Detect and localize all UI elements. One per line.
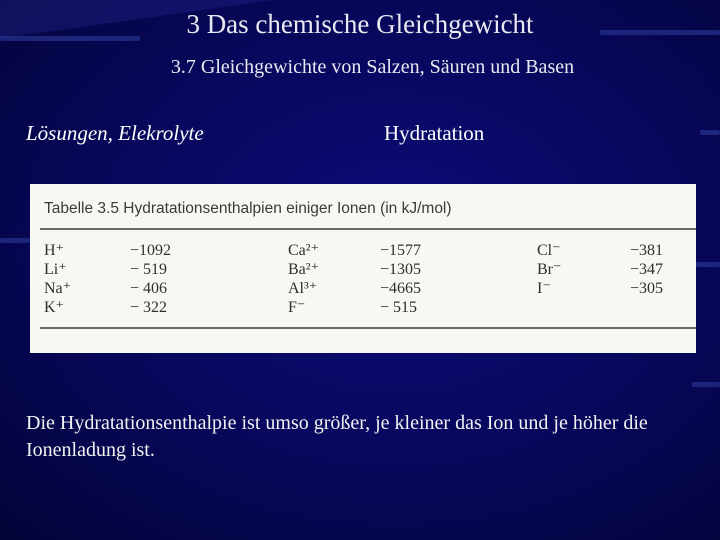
background-streak <box>692 382 720 387</box>
slide-title: 3 Das chemische Gleichgewicht <box>186 9 534 39</box>
ion-name: Na⁺ <box>44 280 72 297</box>
section-heading-loesungen: Lösungen, Elekrolyte <box>26 121 204 145</box>
section-heading-hydratation: Hydratation <box>384 121 485 145</box>
enthalpy-value: − 515 <box>380 299 418 316</box>
ion-name: Al³⁺ <box>288 280 318 297</box>
ion-name: Cl⁻ <box>537 242 561 259</box>
ion-name: Ba²⁺ <box>288 261 320 278</box>
enthalpy-value: −305 <box>630 280 664 297</box>
enthalpy-value: − 406 <box>130 280 168 297</box>
ion-name: I⁻ <box>537 280 551 297</box>
enthalpy-value: −1305 <box>380 261 422 278</box>
ion-name: H⁺ <box>44 242 64 259</box>
enthalpy-value: −1092 <box>130 242 172 259</box>
enthalpy-value: −347 <box>630 261 664 278</box>
ion-name: Ca²⁺ <box>288 242 320 259</box>
ion-name: Br⁻ <box>537 261 562 278</box>
enthalpy-value: −4665 <box>380 280 422 297</box>
body-text: Die Hydratationsenthalpie ist umso größer, je kleiner das Ion und je höher die Ionenladung ist. <box>26 412 648 461</box>
ion-name: F⁻ <box>288 299 306 316</box>
enthalpy-value: − 322 <box>130 299 168 316</box>
background-streak <box>0 238 30 243</box>
hydration-enthalpy-table <box>30 184 696 353</box>
slide-subtitle: 3.7 Gleichgewichte von Salzen, Säuren und Basen <box>170 56 575 78</box>
table-rule <box>40 228 696 230</box>
table-rule <box>40 327 696 329</box>
background-streak <box>700 130 720 135</box>
enthalpy-value: − 519 <box>130 261 168 278</box>
table-caption: Tabelle 3.5 Hydratationsenthalpien einiger Ionen (in kJ/mol) <box>44 200 452 217</box>
background-streak <box>696 262 720 267</box>
ion-name: K⁺ <box>44 299 64 316</box>
ion-name: Li⁺ <box>44 261 67 278</box>
enthalpy-value: −1577 <box>380 242 422 259</box>
enthalpy-value: −381 <box>630 242 664 259</box>
